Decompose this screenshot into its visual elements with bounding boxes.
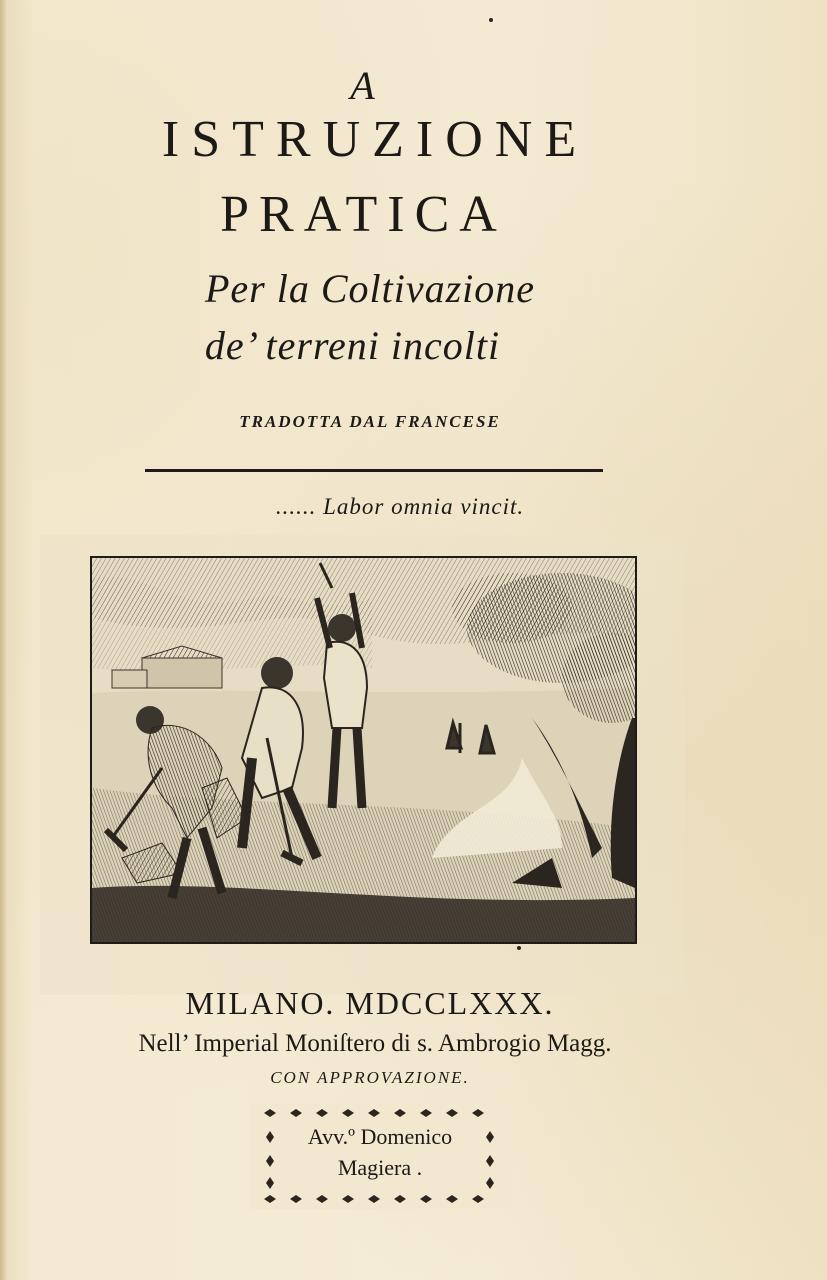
owner-name: Avv.º Domenico [307, 1124, 453, 1149]
imprint-printer: Nell’ Imperial Moniſtero di s. Ambrogio Magg. [138, 1030, 612, 1057]
engraving-drawing [92, 558, 635, 942]
motto: ...... Labor omnia vincit. [275, 494, 525, 519]
imprint-place-date: MILANO. MDCCLXXX. [185, 985, 555, 1021]
subtitle-line-1: Per la Coltivazione [204, 266, 536, 311]
owner-surname: Magiera . [337, 1155, 423, 1180]
title-prefix: A [350, 63, 377, 108]
title-line-2: PRATICA [220, 186, 507, 243]
subtitle-line-2: de’ terreni incolti [204, 323, 501, 368]
ink-speck [517, 946, 521, 950]
approval-note: CON APPROVAZIONE. [270, 1068, 470, 1087]
ink-speck [489, 18, 493, 22]
translation-note: TRADOTTA DAL FRANCESE [239, 412, 501, 431]
engraving-illustration [90, 556, 637, 944]
divider-rule [145, 469, 603, 472]
title-line-1: ISTRUZIONE [161, 111, 589, 168]
